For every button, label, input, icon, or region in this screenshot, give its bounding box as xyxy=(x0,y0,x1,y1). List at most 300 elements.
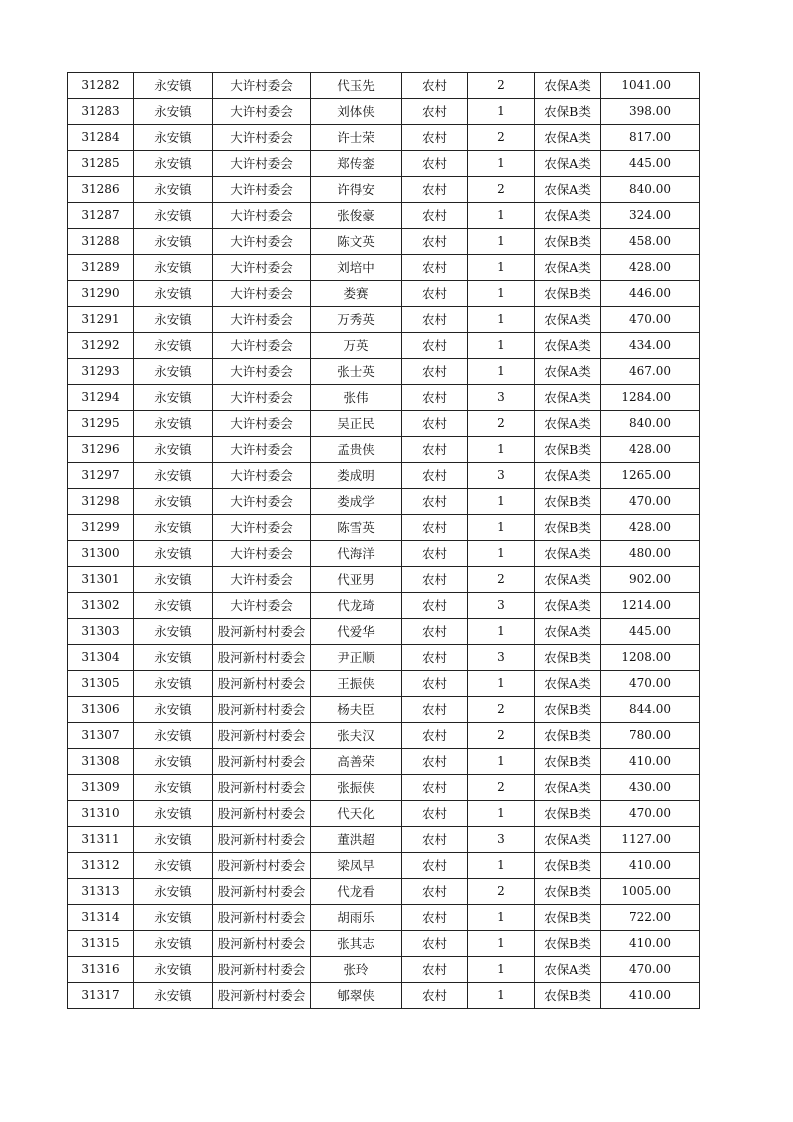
household-type-cell: 农村 xyxy=(402,593,468,619)
household-type-cell: 农村 xyxy=(402,931,468,957)
serial-number-cell: 31293 xyxy=(68,359,134,385)
category-cell: 农保A类 xyxy=(535,177,601,203)
table-row xyxy=(68,177,700,203)
category-cell: 农保B类 xyxy=(535,645,601,671)
amount-cell: 324.00 xyxy=(601,203,700,229)
household-size-cell: 1 xyxy=(468,853,535,879)
town-cell: 永安镇 xyxy=(134,957,213,983)
village-committee-cell: 大许村委会 xyxy=(213,437,311,463)
serial-number-cell: 31305 xyxy=(68,671,134,697)
table-row xyxy=(68,879,700,905)
name-cell: 张伟 xyxy=(311,385,402,411)
town-cell: 永安镇 xyxy=(134,801,213,827)
table-row xyxy=(68,229,700,255)
town-cell: 永安镇 xyxy=(134,255,213,281)
serial-number-cell: 31296 xyxy=(68,437,134,463)
town-cell: 永安镇 xyxy=(134,333,213,359)
village-committee-cell: 大许村委会 xyxy=(213,125,311,151)
category-cell: 农保B类 xyxy=(535,723,601,749)
table-row xyxy=(68,437,700,463)
name-cell: 张士英 xyxy=(311,359,402,385)
serial-number-cell: 31284 xyxy=(68,125,134,151)
household-type-cell: 农村 xyxy=(402,775,468,801)
amount-cell: 840.00 xyxy=(601,177,700,203)
serial-number-cell: 31307 xyxy=(68,723,134,749)
village-committee-cell: 股河新村村委会 xyxy=(213,723,311,749)
serial-number-cell: 31302 xyxy=(68,593,134,619)
category-cell: 农保A类 xyxy=(535,255,601,281)
category-cell: 农保B类 xyxy=(535,437,601,463)
serial-number-cell: 31310 xyxy=(68,801,134,827)
category-cell: 农保B类 xyxy=(535,99,601,125)
village-committee-cell: 大许村委会 xyxy=(213,515,311,541)
town-cell: 永安镇 xyxy=(134,827,213,853)
household-type-cell: 农村 xyxy=(402,255,468,281)
town-cell: 永安镇 xyxy=(134,515,213,541)
household-size-cell: 2 xyxy=(468,73,535,99)
name-cell: 代海洋 xyxy=(311,541,402,567)
serial-number-cell: 31285 xyxy=(68,151,134,177)
village-committee-cell: 大许村委会 xyxy=(213,151,311,177)
amount-cell: 467.00 xyxy=(601,359,700,385)
household-size-cell: 1 xyxy=(468,333,535,359)
household-type-cell: 农村 xyxy=(402,905,468,931)
town-cell: 永安镇 xyxy=(134,125,213,151)
household-size-cell: 2 xyxy=(468,879,535,905)
household-type-cell: 农村 xyxy=(402,411,468,437)
household-size-cell: 1 xyxy=(468,801,535,827)
household-size-cell: 1 xyxy=(468,671,535,697)
village-committee-cell: 大许村委会 xyxy=(213,73,311,99)
household-type-cell: 农村 xyxy=(402,203,468,229)
category-cell: 农保B类 xyxy=(535,749,601,775)
serial-number-cell: 31289 xyxy=(68,255,134,281)
amount-cell: 902.00 xyxy=(601,567,700,593)
serial-number-cell: 31297 xyxy=(68,463,134,489)
town-cell: 永安镇 xyxy=(134,489,213,515)
name-cell: 娄成学 xyxy=(311,489,402,515)
village-committee-cell: 股河新村村委会 xyxy=(213,983,311,1009)
category-cell: 农保A类 xyxy=(535,775,601,801)
household-type-cell: 农村 xyxy=(402,359,468,385)
category-cell: 农保B类 xyxy=(535,229,601,255)
name-cell: 代龙琦 xyxy=(311,593,402,619)
village-committee-cell: 大许村委会 xyxy=(213,489,311,515)
name-cell: 张夫汉 xyxy=(311,723,402,749)
household-type-cell: 农村 xyxy=(402,567,468,593)
category-cell: 农保A类 xyxy=(535,203,601,229)
amount-cell: 410.00 xyxy=(601,749,700,775)
amount-cell: 1041.00 xyxy=(601,73,700,99)
household-size-cell: 3 xyxy=(468,593,535,619)
name-cell: 代亚男 xyxy=(311,567,402,593)
household-type-cell: 农村 xyxy=(402,879,468,905)
serial-number-cell: 31290 xyxy=(68,281,134,307)
table-row xyxy=(68,905,700,931)
village-committee-cell: 股河新村村委会 xyxy=(213,853,311,879)
table-row xyxy=(68,515,700,541)
amount-cell: 840.00 xyxy=(601,411,700,437)
village-committee-cell: 大许村委会 xyxy=(213,203,311,229)
category-cell: 农保A类 xyxy=(535,593,601,619)
serial-number-cell: 31292 xyxy=(68,333,134,359)
table-row xyxy=(68,307,700,333)
name-cell: 梁凤早 xyxy=(311,853,402,879)
table-row xyxy=(68,593,700,619)
household-type-cell: 农村 xyxy=(402,619,468,645)
name-cell: 许士荣 xyxy=(311,125,402,151)
name-cell: 娄成明 xyxy=(311,463,402,489)
town-cell: 永安镇 xyxy=(134,931,213,957)
serial-number-cell: 31312 xyxy=(68,853,134,879)
household-type-cell: 农村 xyxy=(402,957,468,983)
table-row xyxy=(68,463,700,489)
name-cell: 代龙看 xyxy=(311,879,402,905)
village-committee-cell: 大许村委会 xyxy=(213,177,311,203)
household-type-cell: 农村 xyxy=(402,125,468,151)
category-cell: 农保B类 xyxy=(535,983,601,1009)
serial-number-cell: 31317 xyxy=(68,983,134,1009)
amount-cell: 1265.00 xyxy=(601,463,700,489)
household-type-cell: 农村 xyxy=(402,99,468,125)
village-committee-cell: 股河新村村委会 xyxy=(213,749,311,775)
amount-cell: 458.00 xyxy=(601,229,700,255)
household-type-cell: 农村 xyxy=(402,671,468,697)
town-cell: 永安镇 xyxy=(134,385,213,411)
table-row xyxy=(68,931,700,957)
household-size-cell: 3 xyxy=(468,463,535,489)
amount-cell: 445.00 xyxy=(601,619,700,645)
name-cell: 张其志 xyxy=(311,931,402,957)
household-type-cell: 农村 xyxy=(402,827,468,853)
village-committee-cell: 股河新村村委会 xyxy=(213,879,311,905)
town-cell: 永安镇 xyxy=(134,593,213,619)
serial-number-cell: 31301 xyxy=(68,567,134,593)
amount-cell: 480.00 xyxy=(601,541,700,567)
amount-cell: 434.00 xyxy=(601,333,700,359)
category-cell: 农保A类 xyxy=(535,359,601,385)
name-cell: 陈雪英 xyxy=(311,515,402,541)
household-type-cell: 农村 xyxy=(402,307,468,333)
table-row xyxy=(68,723,700,749)
amount-cell: 470.00 xyxy=(601,957,700,983)
table-row xyxy=(68,619,700,645)
serial-number-cell: 31314 xyxy=(68,905,134,931)
category-cell: 农保B类 xyxy=(535,515,601,541)
town-cell: 永安镇 xyxy=(134,203,213,229)
table-row xyxy=(68,203,700,229)
amount-cell: 722.00 xyxy=(601,905,700,931)
town-cell: 永安镇 xyxy=(134,359,213,385)
household-size-cell: 2 xyxy=(468,697,535,723)
category-cell: 农保A类 xyxy=(535,333,601,359)
table-row xyxy=(68,645,700,671)
category-cell: 农保B类 xyxy=(535,905,601,931)
category-cell: 农保A类 xyxy=(535,567,601,593)
village-committee-cell: 大许村委会 xyxy=(213,307,311,333)
village-committee-cell: 股河新村村委会 xyxy=(213,645,311,671)
relief-roster-table xyxy=(67,72,700,1009)
household-size-cell: 1 xyxy=(468,983,535,1009)
village-committee-cell: 大许村委会 xyxy=(213,229,311,255)
name-cell: 娄赛 xyxy=(311,281,402,307)
town-cell: 永安镇 xyxy=(134,749,213,775)
table-row xyxy=(68,359,700,385)
serial-number-cell: 31287 xyxy=(68,203,134,229)
household-type-cell: 农村 xyxy=(402,801,468,827)
name-cell: 许得安 xyxy=(311,177,402,203)
name-cell: 高善荣 xyxy=(311,749,402,775)
household-size-cell: 2 xyxy=(468,125,535,151)
amount-cell: 428.00 xyxy=(601,437,700,463)
household-size-cell: 3 xyxy=(468,385,535,411)
village-committee-cell: 大许村委会 xyxy=(213,333,311,359)
household-size-cell: 1 xyxy=(468,359,535,385)
category-cell: 农保B类 xyxy=(535,697,601,723)
table-row xyxy=(68,385,700,411)
town-cell: 永安镇 xyxy=(134,229,213,255)
household-size-cell: 2 xyxy=(468,723,535,749)
amount-cell: 410.00 xyxy=(601,983,700,1009)
household-size-cell: 1 xyxy=(468,99,535,125)
village-committee-cell: 大许村委会 xyxy=(213,411,311,437)
amount-cell: 430.00 xyxy=(601,775,700,801)
village-committee-cell: 股河新村村委会 xyxy=(213,801,311,827)
household-size-cell: 1 xyxy=(468,307,535,333)
table-row xyxy=(68,775,700,801)
household-type-cell: 农村 xyxy=(402,541,468,567)
category-cell: 农保A类 xyxy=(535,671,601,697)
household-type-cell: 农村 xyxy=(402,697,468,723)
table-row xyxy=(68,281,700,307)
table-row xyxy=(68,151,700,177)
category-cell: 农保A类 xyxy=(535,827,601,853)
table-body xyxy=(68,73,700,1009)
category-cell: 农保A类 xyxy=(535,957,601,983)
table-row xyxy=(68,541,700,567)
name-cell: 王振侠 xyxy=(311,671,402,697)
serial-number-cell: 31311 xyxy=(68,827,134,853)
town-cell: 永安镇 xyxy=(134,411,213,437)
town-cell: 永安镇 xyxy=(134,437,213,463)
amount-cell: 410.00 xyxy=(601,931,700,957)
serial-number-cell: 31316 xyxy=(68,957,134,983)
serial-number-cell: 31303 xyxy=(68,619,134,645)
name-cell: 郑传銮 xyxy=(311,151,402,177)
serial-number-cell: 31291 xyxy=(68,307,134,333)
category-cell: 农保A类 xyxy=(535,151,601,177)
table-row xyxy=(68,697,700,723)
amount-cell: 470.00 xyxy=(601,671,700,697)
serial-number-cell: 31300 xyxy=(68,541,134,567)
town-cell: 永安镇 xyxy=(134,281,213,307)
table-row xyxy=(68,983,700,1009)
household-type-cell: 农村 xyxy=(402,853,468,879)
amount-cell: 398.00 xyxy=(601,99,700,125)
household-size-cell: 1 xyxy=(468,151,535,177)
category-cell: 农保B类 xyxy=(535,801,601,827)
table-row xyxy=(68,125,700,151)
category-cell: 农保B类 xyxy=(535,489,601,515)
amount-cell: 428.00 xyxy=(601,255,700,281)
household-type-cell: 农村 xyxy=(402,177,468,203)
village-committee-cell: 大许村委会 xyxy=(213,541,311,567)
town-cell: 永安镇 xyxy=(134,99,213,125)
name-cell: 万秀英 xyxy=(311,307,402,333)
household-size-cell: 1 xyxy=(468,437,535,463)
serial-number-cell: 31283 xyxy=(68,99,134,125)
name-cell: 代爱华 xyxy=(311,619,402,645)
household-size-cell: 1 xyxy=(468,957,535,983)
household-size-cell: 2 xyxy=(468,411,535,437)
serial-number-cell: 31313 xyxy=(68,879,134,905)
household-type-cell: 农村 xyxy=(402,515,468,541)
household-type-cell: 农村 xyxy=(402,749,468,775)
village-committee-cell: 大许村委会 xyxy=(213,385,311,411)
table-row xyxy=(68,333,700,359)
town-cell: 永安镇 xyxy=(134,307,213,333)
category-cell: 农保A类 xyxy=(535,619,601,645)
serial-number-cell: 31294 xyxy=(68,385,134,411)
name-cell: 杨夫臣 xyxy=(311,697,402,723)
amount-cell: 1214.00 xyxy=(601,593,700,619)
village-committee-cell: 大许村委会 xyxy=(213,99,311,125)
household-size-cell: 1 xyxy=(468,619,535,645)
serial-number-cell: 31306 xyxy=(68,697,134,723)
town-cell: 永安镇 xyxy=(134,463,213,489)
town-cell: 永安镇 xyxy=(134,645,213,671)
village-committee-cell: 股河新村村委会 xyxy=(213,619,311,645)
town-cell: 永安镇 xyxy=(134,775,213,801)
name-cell: 董洪超 xyxy=(311,827,402,853)
town-cell: 永安镇 xyxy=(134,853,213,879)
table-row xyxy=(68,827,700,853)
town-cell: 永安镇 xyxy=(134,697,213,723)
household-size-cell: 1 xyxy=(468,931,535,957)
category-cell: 农保A类 xyxy=(535,73,601,99)
household-type-cell: 农村 xyxy=(402,73,468,99)
name-cell: 代天化 xyxy=(311,801,402,827)
table-row xyxy=(68,73,700,99)
name-cell: 尹正顺 xyxy=(311,645,402,671)
name-cell: 张玲 xyxy=(311,957,402,983)
table-row xyxy=(68,411,700,437)
amount-cell: 1005.00 xyxy=(601,879,700,905)
name-cell: 胡雨乐 xyxy=(311,905,402,931)
household-size-cell: 1 xyxy=(468,255,535,281)
name-cell: 代玉先 xyxy=(311,73,402,99)
amount-cell: 446.00 xyxy=(601,281,700,307)
town-cell: 永安镇 xyxy=(134,567,213,593)
household-size-cell: 1 xyxy=(468,229,535,255)
household-type-cell: 农村 xyxy=(402,463,468,489)
household-type-cell: 农村 xyxy=(402,281,468,307)
village-committee-cell: 大许村委会 xyxy=(213,255,311,281)
town-cell: 永安镇 xyxy=(134,905,213,931)
amount-cell: 817.00 xyxy=(601,125,700,151)
household-type-cell: 农村 xyxy=(402,723,468,749)
village-committee-cell: 股河新村村委会 xyxy=(213,931,311,957)
village-committee-cell: 大许村委会 xyxy=(213,281,311,307)
name-cell: 吴正民 xyxy=(311,411,402,437)
serial-number-cell: 31299 xyxy=(68,515,134,541)
amount-cell: 844.00 xyxy=(601,697,700,723)
category-cell: 农保A类 xyxy=(535,411,601,437)
amount-cell: 1284.00 xyxy=(601,385,700,411)
category-cell: 农保A类 xyxy=(535,385,601,411)
table-row xyxy=(68,99,700,125)
town-cell: 永安镇 xyxy=(134,177,213,203)
category-cell: 农保B类 xyxy=(535,879,601,905)
household-type-cell: 农村 xyxy=(402,151,468,177)
household-type-cell: 农村 xyxy=(402,489,468,515)
town-cell: 永安镇 xyxy=(134,671,213,697)
serial-number-cell: 31295 xyxy=(68,411,134,437)
category-cell: 农保A类 xyxy=(535,541,601,567)
serial-number-cell: 31304 xyxy=(68,645,134,671)
serial-number-cell: 31288 xyxy=(68,229,134,255)
serial-number-cell: 31308 xyxy=(68,749,134,775)
name-cell: 陈文英 xyxy=(311,229,402,255)
table-row xyxy=(68,255,700,281)
village-committee-cell: 股河新村村委会 xyxy=(213,697,311,723)
table-row xyxy=(68,489,700,515)
village-committee-cell: 股河新村村委会 xyxy=(213,957,311,983)
town-cell: 永安镇 xyxy=(134,619,213,645)
category-cell: 农保B类 xyxy=(535,853,601,879)
amount-cell: 470.00 xyxy=(601,489,700,515)
household-type-cell: 农村 xyxy=(402,333,468,359)
town-cell: 永安镇 xyxy=(134,983,213,1009)
village-committee-cell: 股河新村村委会 xyxy=(213,775,311,801)
serial-number-cell: 31309 xyxy=(68,775,134,801)
name-cell: 刘培中 xyxy=(311,255,402,281)
village-committee-cell: 大许村委会 xyxy=(213,359,311,385)
table-row xyxy=(68,567,700,593)
amount-cell: 410.00 xyxy=(601,853,700,879)
household-size-cell: 1 xyxy=(468,489,535,515)
household-type-cell: 农村 xyxy=(402,437,468,463)
household-size-cell: 3 xyxy=(468,645,535,671)
village-committee-cell: 大许村委会 xyxy=(213,463,311,489)
amount-cell: 445.00 xyxy=(601,151,700,177)
category-cell: 农保B类 xyxy=(535,931,601,957)
serial-number-cell: 31282 xyxy=(68,73,134,99)
amount-cell: 470.00 xyxy=(601,801,700,827)
household-type-cell: 农村 xyxy=(402,983,468,1009)
household-size-cell: 1 xyxy=(468,281,535,307)
household-size-cell: 1 xyxy=(468,541,535,567)
household-size-cell: 2 xyxy=(468,177,535,203)
household-size-cell: 1 xyxy=(468,203,535,229)
village-committee-cell: 股河新村村委会 xyxy=(213,671,311,697)
household-size-cell: 1 xyxy=(468,515,535,541)
household-size-cell: 1 xyxy=(468,749,535,775)
town-cell: 永安镇 xyxy=(134,879,213,905)
name-cell: 刘体侠 xyxy=(311,99,402,125)
category-cell: 农保A类 xyxy=(535,125,601,151)
household-size-cell: 1 xyxy=(468,905,535,931)
table-row xyxy=(68,801,700,827)
serial-number-cell: 31286 xyxy=(68,177,134,203)
category-cell: 农保B类 xyxy=(535,281,601,307)
name-cell: 孟贵侠 xyxy=(311,437,402,463)
household-size-cell: 3 xyxy=(468,827,535,853)
category-cell: 农保A类 xyxy=(535,463,601,489)
amount-cell: 780.00 xyxy=(601,723,700,749)
household-size-cell: 2 xyxy=(468,567,535,593)
village-committee-cell: 股河新村村委会 xyxy=(213,905,311,931)
